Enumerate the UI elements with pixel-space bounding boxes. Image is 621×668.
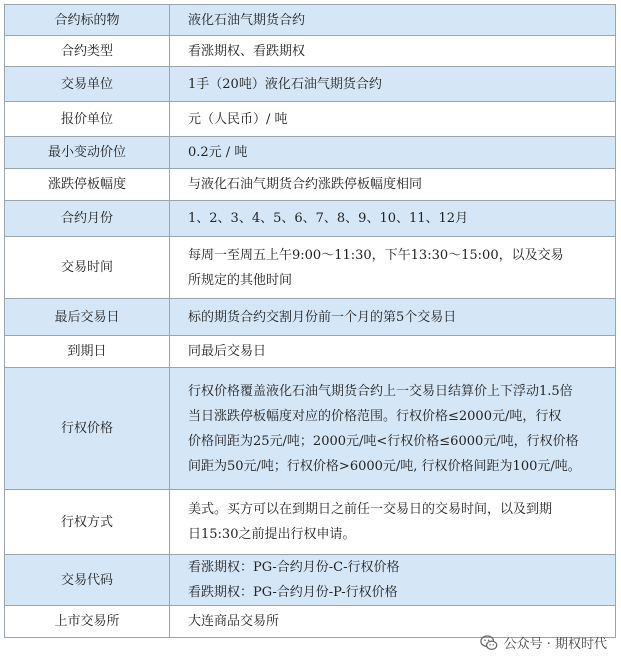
row-label: 交易单位 (5, 67, 170, 102)
row-label: 交易时间 (5, 237, 170, 299)
value-line: 同最后交易日 (188, 344, 267, 359)
value-line: 元（人民币）/ 吨 (188, 111, 288, 127)
row-value (170, 169, 616, 201)
value-line: 价格间距为25元/吨；2000元/吨<行权价格≤6000元/吨，行权价格 (188, 433, 579, 449)
row-value (170, 555, 616, 606)
table-row (5, 137, 616, 169)
value-line: 1、2、3、4、5、6、7、8、9、10、11、12月 (188, 211, 469, 226)
table-row (5, 336, 616, 368)
value-line: 看跌期权：PG-合约月份-P-行权价格 (188, 585, 398, 600)
value-line: 行权价格覆盖液化石油气期货合约上一交易日结算价上下浮动1.5倍 (188, 383, 573, 399)
value-line: 所规定的其他时间 (188, 272, 293, 288)
value-line: 1手（20吨）液化石油气期货合约 (188, 76, 382, 92)
watermark-text: 公众号 · 期权时代 (503, 637, 607, 652)
wechat-icon (480, 634, 498, 652)
row-label: 最后交易日 (5, 299, 170, 336)
value-line: 当日涨跌停板幅度对应的价格范围。行权价格≤2000元/吨，行权 (188, 408, 562, 424)
row-value (170, 368, 616, 490)
value-line: 0.2元 / 吨 (188, 145, 248, 160)
value-line: 大连商品交易所 (188, 614, 280, 629)
value-line: 看涨期权：PG-合约月份-C-行权价格 (188, 560, 400, 575)
value-line: 美式。买方可以在到期日之前任一交易日的交易时间，以及到期 (188, 502, 553, 517)
row-label: 交易代码 (5, 555, 170, 606)
row-label: 合约月份 (5, 201, 170, 237)
value-line: 液化石油气期货合约 (188, 12, 306, 28)
row-label: 行权价格 (5, 368, 170, 490)
row-value (170, 102, 616, 137)
table-row (5, 237, 616, 299)
table-row (5, 490, 616, 555)
row-label: 行权方式 (5, 490, 170, 555)
row-value (170, 237, 616, 299)
row-value (170, 36, 616, 67)
table-row (5, 555, 616, 606)
table-row (5, 5, 616, 36)
row-label: 上市交易所 (5, 606, 170, 638)
table-row (5, 201, 616, 237)
watermark (480, 633, 607, 652)
row-value (170, 490, 616, 555)
value-line: 标的期货合约交割月份前一个月的第5个交易日 (188, 309, 457, 325)
value-line: 间距为50元/吨；行权价格>6000元/吨, 行权价格间距为100元/吨。 (188, 458, 581, 474)
row-label: 合约标的物 (5, 5, 170, 36)
table-row (5, 36, 616, 67)
row-label: 涨跌停板幅度 (5, 169, 170, 201)
row-value (170, 67, 616, 102)
row-value (170, 299, 616, 336)
value-line: 每周一至周五上午9:00～11:30，下午13:30～15:00，以及交易 (188, 247, 564, 263)
row-value (170, 201, 616, 237)
row-value (170, 137, 616, 169)
table-row (5, 67, 616, 102)
table-row (5, 368, 616, 490)
table-row (5, 102, 616, 137)
value-line: 与液化石油气期货合约涨跌停板幅度相同 (188, 177, 423, 192)
table-row (5, 299, 616, 336)
row-value (170, 336, 616, 368)
value-line: 看涨期权、看跌期权 (188, 43, 306, 59)
row-label: 合约类型 (5, 36, 170, 67)
table-row (5, 169, 616, 201)
row-label: 报价单位 (5, 102, 170, 137)
row-value (170, 5, 616, 36)
value-line: 日15:30之前提出行权申请。 (188, 527, 356, 542)
contract-spec-table (4, 4, 616, 638)
row-label: 最小变动价位 (5, 137, 170, 169)
row-label: 到期日 (5, 336, 170, 368)
